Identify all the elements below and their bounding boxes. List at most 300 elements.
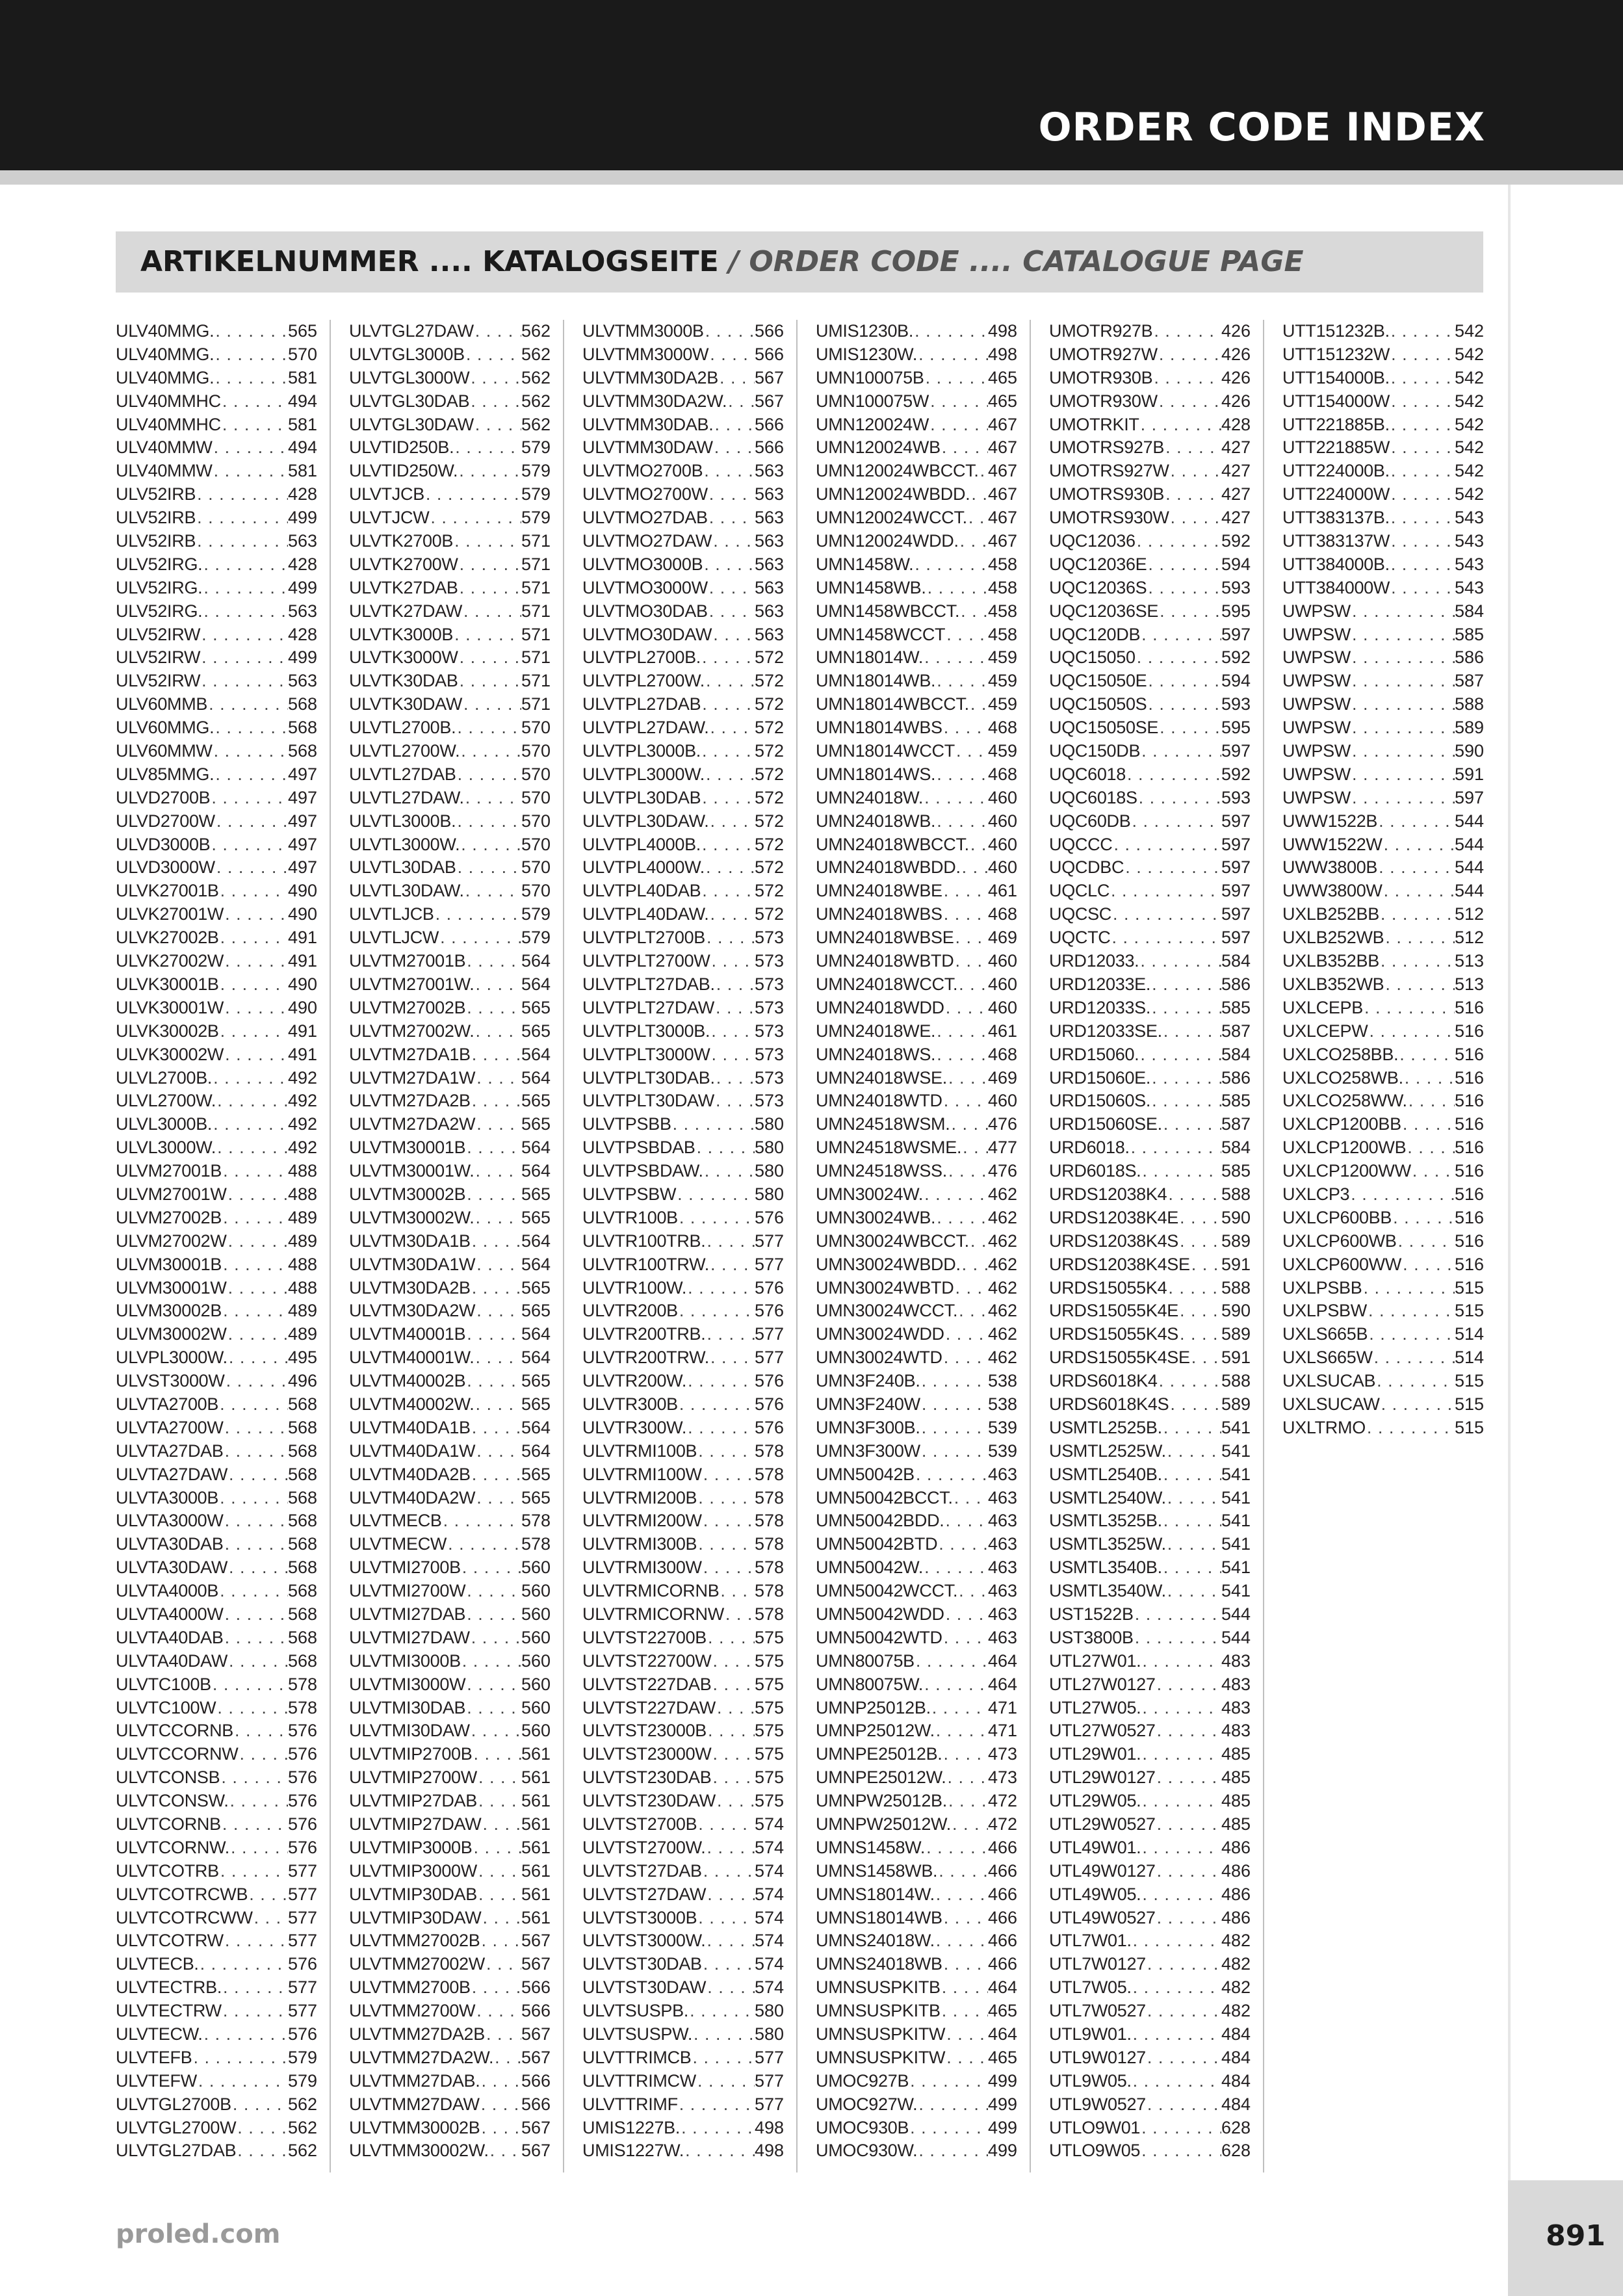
order-code: UMNSUSPKITW [816, 2024, 946, 2044]
catalogue-page: 585 [1221, 1091, 1251, 1111]
index-entry [1049, 1463, 1251, 1487]
index-entry [582, 716, 784, 740]
order-code: ULVTM30001B [349, 1138, 466, 1158]
catalogue-page: 498 [754, 2141, 784, 2161]
order-code: ULVK30002W [116, 1044, 224, 1064]
catalogue-page: 541 [1221, 1558, 1251, 1578]
catalogue-page: 499 [987, 2141, 1017, 2161]
dot-leader [947, 1160, 988, 1183]
catalogue-page: 567 [521, 1954, 551, 1974]
order-code: UMNP25012B. [816, 1697, 931, 1717]
order-code: UXLCP3 [1282, 1184, 1350, 1204]
catalogue-page: 467 [987, 508, 1017, 528]
catalogue-page: 515 [1454, 1417, 1484, 1437]
dot-leader [715, 1067, 755, 1090]
catalogue-page: 568 [287, 1627, 317, 1647]
index-entry [116, 997, 317, 1020]
index-entry [1049, 1836, 1251, 1860]
catalogue-page: 566 [754, 414, 784, 434]
index-entry [349, 1043, 551, 1067]
dot-leader [923, 1183, 988, 1207]
index-entry [582, 693, 784, 716]
dot-leader [1146, 1953, 1221, 1976]
dot-leader [970, 483, 988, 506]
order-code: UMN18014WCCT [816, 741, 955, 761]
index-entry [816, 810, 1017, 833]
index-entry [816, 880, 1017, 903]
order-code: ULVTJCW [349, 508, 430, 528]
index-entry [349, 1253, 551, 1277]
catalogue-page: 560 [521, 1721, 551, 1741]
catalogue-page: 426 [1221, 321, 1251, 341]
dot-leader [471, 1976, 521, 2000]
dot-leader [715, 973, 755, 997]
index-entry [1282, 1207, 1484, 1230]
index-entry [1049, 2139, 1251, 2163]
dot-leader [678, 2093, 755, 2117]
catalogue-page: 483 [1221, 1674, 1251, 1694]
index-entry [116, 1183, 317, 1207]
order-code: ULVTGL2700B [116, 2094, 231, 2114]
order-code: UMN24018WBE [816, 881, 942, 901]
dot-leader [1351, 763, 1455, 787]
catalogue-page: 576 [287, 2024, 317, 2044]
order-code: ULVM30001B [116, 1254, 222, 1274]
order-code: UMN18014WBS [816, 718, 942, 738]
index-entry [582, 856, 784, 880]
index-entry [116, 1580, 317, 1603]
order-code: USMTL2525B. [1049, 1417, 1162, 1437]
dot-leader [1390, 413, 1455, 437]
order-code: UTL49W05. [1049, 1884, 1141, 1904]
dot-leader [227, 1230, 288, 1253]
index-entry [1049, 1230, 1251, 1253]
catalogue-page: 516 [1454, 1138, 1484, 1158]
catalogue-page: 427 [1221, 508, 1251, 528]
order-code: URD6018. [1049, 1138, 1130, 1158]
index-entry [816, 997, 1017, 1020]
dot-leader [920, 1440, 988, 1463]
catalogue-page: 571 [521, 531, 551, 551]
catalogue-page: 485 [1221, 1768, 1251, 1788]
catalogue-page: 492 [287, 1067, 317, 1088]
order-code: UMNPE25012W. [816, 1768, 946, 1788]
dot-leader [697, 1533, 755, 1556]
order-code: ULVTMI27DAW [349, 1627, 470, 1647]
index-entry [1282, 1113, 1484, 1136]
catalogue-page: 581 [287, 367, 317, 387]
catalogue-page: 568 [287, 1581, 317, 1601]
order-code: ULVTCORNW. [116, 1837, 230, 1857]
index-entry [349, 1860, 551, 1883]
catalogue-page: 498 [987, 344, 1017, 364]
dot-leader [453, 530, 521, 553]
index-entry [582, 1790, 784, 1813]
order-code: UMN24018WDD [816, 997, 944, 1017]
catalogue-page: 628 [1221, 2141, 1251, 2161]
order-code: USMTL2525W. [1049, 1441, 1166, 1461]
order-code: UWPSW [1282, 718, 1351, 738]
index-entry [349, 1929, 551, 1953]
order-code: ULVTL27DAB [349, 764, 456, 784]
dot-leader [1401, 1253, 1455, 1277]
index-entry [582, 1183, 784, 1207]
index-entry [116, 2117, 317, 2140]
order-code: ULVTR200TRW. [582, 1348, 709, 1368]
index-entry [582, 903, 784, 926]
catalogue-page: 568 [287, 1464, 317, 1484]
index-entry [1049, 1883, 1251, 1907]
index-entry [1282, 506, 1484, 530]
catalogue-page: 564 [521, 1441, 551, 1461]
index-entry [1049, 1299, 1251, 1323]
dot-leader [944, 1603, 988, 1626]
catalogue-page: 565 [521, 1301, 551, 1321]
index-entry [816, 1370, 1017, 1393]
index-entry [582, 390, 784, 413]
dot-leader [967, 506, 988, 530]
order-code: ULVTC100B [116, 1674, 211, 1694]
order-code: ULVTMO2700B [582, 461, 703, 481]
order-code: UQC15050 [1049, 647, 1136, 668]
index-column [1282, 320, 1484, 1440]
index-entry [116, 390, 317, 413]
dot-leader [213, 436, 288, 460]
dot-leader [920, 1416, 988, 1440]
dot-leader [200, 623, 288, 647]
catalogue-page: 561 [521, 1837, 551, 1857]
index-entry [349, 1697, 551, 1720]
catalogue-page: 565 [521, 1021, 551, 1041]
dot-leader [1178, 1207, 1221, 1230]
index-entry [816, 973, 1017, 997]
index-entry [582, 973, 784, 997]
dot-leader [926, 577, 988, 600]
index-entry [1282, 1253, 1484, 1277]
index-entry [816, 460, 1017, 483]
index-column [582, 320, 784, 2163]
catalogue-page: 516 [1454, 997, 1484, 1017]
index-entry [816, 1207, 1017, 1230]
dot-leader [1124, 856, 1221, 880]
order-code: ULVTR200W. [582, 1371, 687, 1391]
dot-leader [719, 1580, 755, 1603]
index-entry [116, 1860, 317, 1883]
catalogue-page: 577 [287, 1977, 317, 1998]
order-code: UMN24518WSS. [816, 1161, 947, 1181]
catalogue-page: 571 [521, 694, 551, 714]
catalogue-page: 463 [987, 1487, 1017, 1507]
dot-leader [705, 926, 755, 950]
order-code: ULVTTRIMCW [582, 2070, 696, 2091]
index-entry [1049, 1393, 1251, 1416]
dot-leader [697, 1907, 755, 1930]
order-code: ULVTM30002B [349, 1184, 466, 1204]
order-code: UST3800B [1049, 1627, 1134, 1647]
dot-leader [929, 390, 988, 413]
order-code: UTL9W0127 [1049, 2047, 1146, 2067]
catalogue-page: 576 [754, 1301, 784, 1321]
index-entry [349, 2139, 551, 2163]
catalogue-page: 561 [521, 1814, 551, 1834]
index-entry [816, 1650, 1017, 1673]
dot-leader [1141, 1883, 1221, 1907]
index-entry [816, 1463, 1017, 1487]
dot-leader [1152, 320, 1221, 343]
catalogue-page: 542 [1454, 391, 1484, 411]
catalogue-page: 463 [987, 1534, 1017, 1554]
index-entry [582, 343, 784, 367]
catalogue-page: 597 [1221, 857, 1251, 878]
order-code: ULVTST230DAW [582, 1791, 716, 1811]
dot-leader [1190, 1253, 1221, 1277]
order-code: UQC12036 [1049, 531, 1136, 551]
dot-leader [216, 1089, 288, 1113]
catalogue-page: 579 [521, 928, 551, 948]
dot-leader [935, 763, 988, 787]
index-entry [116, 1160, 317, 1183]
order-code: ULVTRMICORNB [582, 1581, 720, 1601]
index-entry [116, 1416, 317, 1440]
dot-leader [480, 1929, 521, 1953]
order-code: UXLCP1200WW [1282, 1161, 1411, 1181]
catalogue-page: 577 [754, 1231, 784, 1251]
dot-leader [1366, 1416, 1455, 1440]
dot-leader [1146, 2000, 1221, 2023]
catalogue-page: 575 [754, 1721, 784, 1741]
index-entry [582, 1533, 784, 1556]
catalogue-page: 574 [754, 1884, 784, 1904]
dot-leader [218, 1487, 288, 1510]
catalogue-page: 463 [987, 1627, 1017, 1647]
catalogue-page: 597 [1221, 834, 1251, 854]
order-code: UMN50042WTD [816, 1627, 942, 1647]
dot-leader [1362, 1277, 1454, 1300]
dot-leader [1377, 856, 1455, 880]
catalogue-page: 576 [287, 1768, 317, 1788]
dot-leader [1403, 1067, 1455, 1090]
catalogue-page: 497 [287, 811, 317, 831]
index-entry [116, 2023, 317, 2046]
index-entry [116, 1743, 317, 1766]
dot-leader [458, 646, 521, 670]
catalogue-page: 586 [1454, 647, 1484, 668]
order-code: UST1522B [1049, 1604, 1134, 1624]
index-entry [1282, 810, 1484, 833]
order-code: UTT221885B. [1282, 414, 1390, 434]
index-entry [116, 1043, 317, 1067]
order-code: ULVD3000B [116, 834, 211, 854]
index-entry [816, 1487, 1017, 1510]
index-entry [116, 973, 317, 997]
order-code: ULVTTRIMF [582, 2094, 678, 2114]
index-entry [582, 1509, 784, 1533]
catalogue-page: 576 [287, 1837, 317, 1857]
catalogue-page: 565 [287, 321, 317, 341]
dot-leader [920, 1370, 988, 1393]
index-entry [816, 530, 1017, 553]
index-entry [816, 367, 1017, 390]
order-code: UMN80075B [816, 1650, 915, 1671]
catalogue-page: 428 [287, 554, 317, 574]
dot-leader [465, 1580, 521, 1603]
dot-leader [456, 810, 521, 833]
catalogue-page: 492 [287, 1091, 317, 1111]
index-entry [349, 1020, 551, 1043]
catalogue-page: 574 [754, 1907, 784, 1927]
dot-leader [712, 530, 755, 553]
dot-leader [1134, 1603, 1221, 1626]
order-code: ULVM27001W [116, 1184, 227, 1204]
index-entry [349, 646, 551, 670]
order-code: UMN24518WSME. [816, 1138, 962, 1158]
catalogue-page: 575 [754, 1627, 784, 1647]
dot-leader [702, 1509, 755, 1533]
dot-leader [959, 530, 988, 553]
dot-leader [458, 577, 521, 600]
dot-leader [1367, 1299, 1455, 1323]
catalogue-page: 576 [754, 1417, 784, 1437]
catalogue-page: 570 [521, 811, 551, 831]
catalogue-page: 591 [1221, 1348, 1251, 1368]
catalogue-page: 576 [287, 1721, 317, 1741]
dot-leader [1156, 1860, 1221, 1883]
index-entry [816, 1020, 1017, 1043]
catalogue-page: 564 [521, 1254, 551, 1274]
catalogue-page: 589 [1221, 1324, 1251, 1344]
catalogue-page: 573 [754, 1067, 784, 1088]
order-code: UTT224000B. [1282, 461, 1390, 481]
dot-leader [714, 997, 755, 1020]
catalogue-page: 462 [987, 1348, 1017, 1368]
dot-leader [1132, 2070, 1221, 2093]
index-entry [1282, 483, 1484, 506]
catalogue-page: 584 [1454, 601, 1484, 621]
index-entry [1282, 553, 1484, 577]
dot-leader [216, 1136, 288, 1160]
index-entry [582, 2046, 784, 2070]
order-code: ULVTPLT3000B. [582, 1021, 710, 1041]
index-entry [816, 1393, 1017, 1416]
dot-leader [944, 1509, 987, 1533]
catalogue-page: 516 [1454, 1091, 1484, 1111]
catalogue-page: 577 [287, 1931, 317, 1951]
dot-leader [1167, 1277, 1221, 1300]
dot-leader [460, 740, 521, 763]
catalogue-page: 572 [754, 857, 784, 878]
index-entry [1282, 856, 1484, 880]
catalogue-page: 467 [987, 484, 1017, 504]
index-entry [1049, 1790, 1251, 1813]
order-code: ULVTST30DAW [582, 1977, 707, 1998]
dot-leader [218, 1393, 288, 1416]
catalogue-page: 573 [754, 1091, 784, 1111]
dot-leader [1166, 1487, 1221, 1510]
order-code: ULV40MMHC [116, 414, 221, 434]
index-entry [1282, 1230, 1484, 1253]
dot-leader [680, 2117, 755, 2140]
index-entry [1049, 2070, 1251, 2093]
index-entry [349, 2000, 551, 2023]
order-code: UXLS665W [1282, 1348, 1373, 1368]
dot-leader [942, 903, 988, 926]
dot-leader [227, 1323, 288, 1346]
catalogue-page: 574 [754, 1837, 784, 1857]
catalogue-page: 489 [287, 1324, 317, 1344]
dot-leader [224, 1626, 288, 1650]
order-code: ULVTPL40DAB [582, 881, 701, 901]
index-entry [349, 2023, 551, 2046]
index-entry [116, 1463, 317, 1487]
catalogue-page: 516 [1454, 1231, 1484, 1251]
order-code: ULVTPL2700B. [582, 647, 701, 668]
catalogue-page: 516 [1454, 1207, 1484, 1227]
dot-leader [219, 1860, 288, 1883]
catalogue-page: 564 [521, 951, 551, 971]
dot-leader [718, 367, 755, 390]
catalogue-page: 561 [521, 1744, 551, 1764]
order-code: UMOTR927W [1049, 344, 1158, 364]
order-code: ULVTMM30DA2W. [582, 391, 727, 411]
dot-leader [475, 1440, 521, 1463]
catalogue-page: 570 [521, 741, 551, 761]
dot-leader [214, 343, 288, 367]
index-entry [1049, 1440, 1251, 1463]
dot-leader [1363, 997, 1455, 1020]
catalogue-page: 460 [987, 997, 1017, 1017]
order-code: UWPSW [1282, 787, 1351, 807]
dot-leader [1140, 2117, 1221, 2140]
dot-leader [239, 1743, 288, 1766]
order-code: UMN24018WS. [816, 1044, 936, 1064]
index-entry [1049, 2046, 1251, 2070]
dot-leader [701, 693, 755, 716]
index-entry [816, 1533, 1017, 1556]
index-entry [1282, 1136, 1484, 1160]
index-entry [349, 2070, 551, 2093]
catalogue-page: 577 [754, 1324, 784, 1344]
dot-leader [224, 1416, 288, 1440]
catalogue-page: 577 [287, 2001, 317, 2021]
index-entry [116, 1650, 317, 1673]
order-code: ULVTST22700W [582, 1650, 712, 1671]
order-code: UMNPE25012B. [816, 1744, 942, 1764]
order-code: UMN30024WB. [816, 1207, 936, 1227]
index-entry [1049, 1929, 1251, 1953]
dot-leader [1169, 1393, 1221, 1416]
index-entry [582, 1907, 784, 1930]
order-code: ULVTMM30002W. [349, 2141, 489, 2161]
index-entry [349, 1976, 551, 2000]
index-entry [349, 1440, 551, 1463]
dot-leader [474, 1020, 521, 1043]
index-entry [1282, 600, 1484, 623]
index-entry [116, 1836, 317, 1860]
order-code: UXLCO258WB. [1282, 1067, 1403, 1088]
order-code: UMN50042BTD [816, 1534, 938, 1554]
dot-leader [937, 1860, 988, 1883]
catalogue-page: 499 [987, 2070, 1017, 2091]
catalogue-page: 573 [754, 997, 784, 1017]
order-code: ULVTM40DA1B [349, 1417, 471, 1437]
column-divider [1263, 320, 1264, 2172]
dot-leader [708, 903, 754, 926]
catalogue-page: 516 [1454, 1184, 1484, 1204]
index-entry [1282, 530, 1484, 553]
order-code: ULVTMO27DAB [582, 508, 708, 528]
dot-leader [701, 646, 755, 670]
dot-leader [686, 1370, 755, 1393]
